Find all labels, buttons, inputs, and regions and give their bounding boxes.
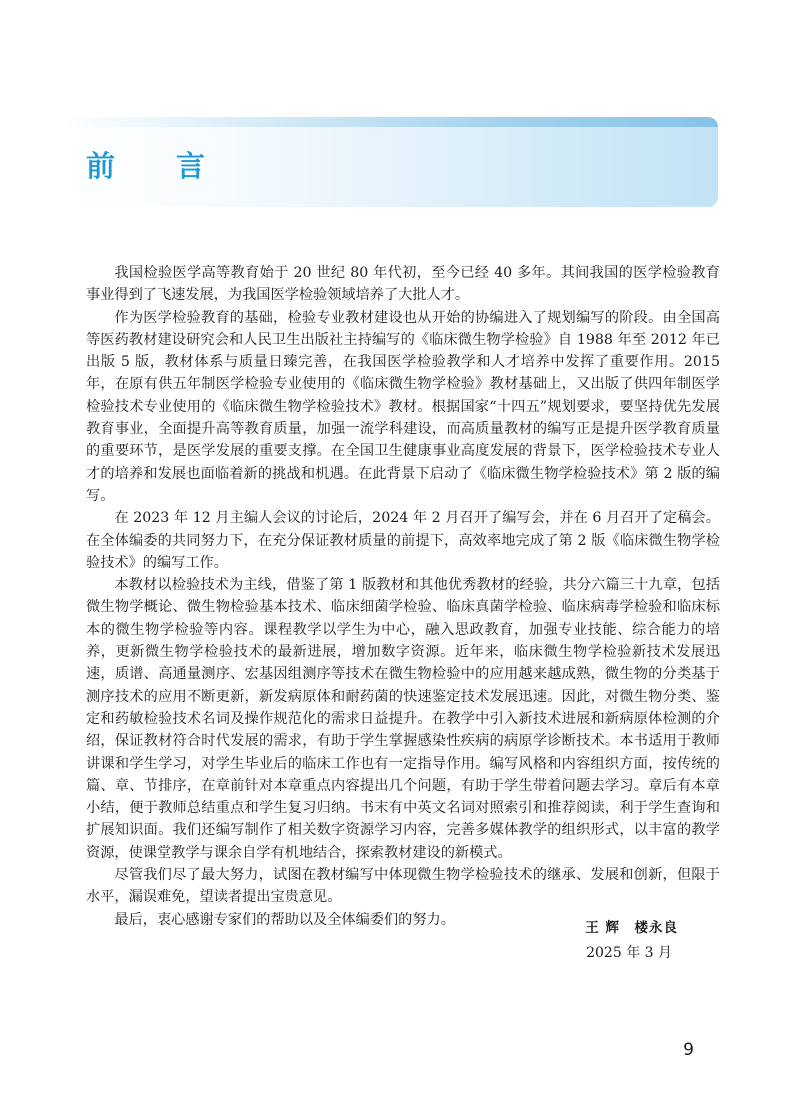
paragraph: 本教材以检验技术为主线，借鉴了第 1 版教材和其他优秀教材的经验，共分六篇三十九章，包括微生物学概论、微生物检验基本技术、临床细菌学检验、临床真菌学检验、临床病毒学检验和临床标本的微生物学检验等内容。课程教学以学生为中心，融入思政教育，加强专业技能、综合能力的培养，更新微生物学检验技术的最新进展，增加数字资源。近年来，临床微生物学检验新技术发展迅速，质谱、高通量测序、宏基因组测序等技术在微生物检验中的应用越来越成熟，微生物的分类基于测序技术的应用不断更新，新发病原体和耐药菌的快速鉴定技术发展迅速。因此，对微生物分类、鉴定和药敏检验技术名词及操作规范化的需求日益提升。在教学中引入新技术进展和新病原体检测的介绍，保证教材符合时代发展的需求，有助于学生掌握感染性疾病的病原学诊断技术。本书适用于教师讲课和学生学习，对学生毕业后的临床工作也有一定指导作用。编写风格和内容组织方面，按传统的篇、章、节排序，在章前针对本章重点内容提出几个问题，有助于学生带着问题去学习。章后有本章小结，便于教师总结重点和学生复习归纳。书末有中英文名词对照索引和推荐阅读，利于学生查询和扩展知识面。我们还编写制作了相关数字资源学习内容，完善多媒体教学的组织形式，以丰富的教学资源，使课堂教学与课余自学有机地结合，探索教材建设的新模式。	[86, 577, 720, 861]
paragraph: 最后，衷心感谢专家们的帮助以及全体编委们的努力。	[114, 911, 455, 928]
chapter-title: 前 言	[86, 149, 222, 183]
header-top-strip	[64, 117, 718, 127]
paragraph: 在 2023 年 12 月主编人会议的讨论后，2024 年 2 月召开了编写会，并在 6 月召开了定稿会。在全体编委的共同努力下，在充分保证教材质量的前提下，高效率地完成了第 2 版《临床微生物学检验技术》的编写工作。	[86, 510, 720, 571]
paragraph: 尽管我们尽了最大努力，试图在教材编写中体现微生物学检验技术的继承、发展和创新，但限于水平，漏误难免，望读者提出宝贵意见。	[86, 867, 720, 906]
signature-date: 2025 年 3 月	[586, 945, 672, 961]
author-names: 王 辉 楼永良	[585, 920, 678, 936]
page-number: 9	[683, 1040, 694, 1060]
paragraph: 我国检验医学高等教育始于 20 世纪 80 年代初，至今已经 40 多年。其间我国的医学检验教育事业得到了飞速发展，为我国医学检验领域培养了大批人才。	[86, 265, 720, 304]
signature-block	[585, 917, 678, 964]
paragraph: 作为医学检验教育的基础，检验专业教材建设也从开始的协编进入了规划编写的阶段。由全国高等医药教材建设研究会和人民卫生出版社主持编写的《临床微生物学检验》自 1988 年至 2012 年已出版 5 版，教材体系与质量日臻完善，在我国医学检验教学和人才培养中发挥了重要作用。2015 年，在原有供五年制医学检验专业使用的《临床微生物学检验》教材基础上，又出版了供四年制医学检验技术专业使用的《临床微生物学检验技术》教材。根据国家“十四五”规划要求，要坚持优先发展教育事业，全面提升高等教育质量，加强一流学科建设，而高质量教材的编写正是提升医学教育质量的重要环节，是医学发展的重要支撑。在全国卫生健康事业高度发展的背景下，医学检验技术专业人才的培养和发展也面临着新的挑战和机遇。在此背景下启动了《临床微生物学检验技术》第 2 版的编写。	[86, 309, 720, 504]
preface-body	[86, 262, 720, 931]
